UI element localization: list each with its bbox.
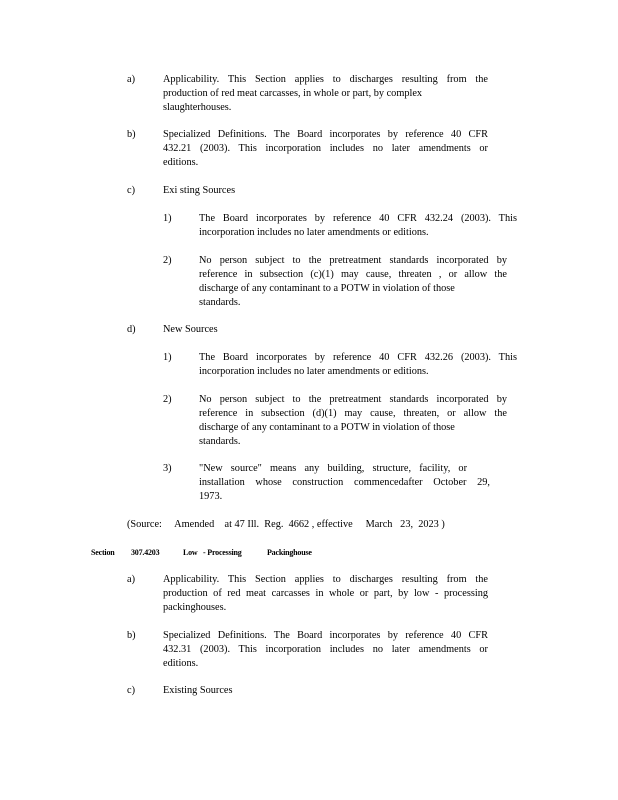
subsection-label: c) [127,685,135,696]
paragraph-definitions: Specialized Definitions. The Board incorporates by reference 40 CFR 432.31 (2003). This incorporation includes no later amendments or editions. [163,630,488,669]
paragraph-new-2: No person subject to the pretreatment standards incorporated by reference in subsection (d)(1) may cause, threaten, or allow the discharge of any contaminant to a POTW in violation of those standards. [199,394,507,447]
paragraph-new-3: "New source" means any building, structure, facility, or installation whose construction commencedafter October 29, 1973. [199,463,490,502]
item-label: 1) [163,352,172,363]
subsection-heading: Existing Sources [163,685,233,696]
subsection-heading: New Sources [163,324,218,335]
paragraph-new-1: The Board incorporates by reference 40 CFR 432.26 (2003). This incorporation includes no later amendments or editions. [199,352,517,377]
subsection-label: a) [127,574,135,585]
subsection-label: b) [127,129,136,140]
paragraph-definitions: Specialized Definitions. The Board incorporates by reference 40 CFR 432.21 (2003). This incorporation includes no later amendments or editions. [163,129,488,168]
item-label: 3) [163,463,172,474]
item-label: 2) [163,394,172,405]
item-label: 1) [163,213,172,224]
subsection-label: b) [127,630,136,641]
paragraph-applicability: Applicability. This Section applies to discharges resulting from the production of red meat carcasses, in whole or part, by complex slaughterhouses. [163,74,488,113]
subsection-label: a) [127,74,135,85]
subsection-label: d) [127,324,136,335]
paragraph-existing-2: No person subject to the pretreatment standards incorporated by reference in subsection (c)(1) may cause, threaten , or allow the discharge of any contaminant to a POTW in violation of those standards. [199,255,507,308]
item-label: 2) [163,255,172,266]
section-title-word: Low [183,548,198,557]
subsection-label: c) [127,185,135,196]
section-title-word: Packinghouse [267,548,312,557]
paragraph-existing-1: The Board incorporates by reference 40 CFR 432.24 (2003). This incorporation includes no later amendments or editions. [199,213,517,238]
section-number: Section [91,548,115,557]
section-code: 307.4203 [131,548,160,557]
source-note: (Source: Amended at 47 Ill. Reg. 4662 , effective March 23, 2023 ) [127,519,445,530]
section-heading [91,547,312,559]
paragraph-applicability: Applicability. This Section applies to discharges resulting from the production of red meat carcasses in whole or part, by low - processing packinghouses. [163,574,488,613]
section-title-word: - Processing [203,548,242,557]
subsection-heading: Exi sting Sources [163,185,236,196]
